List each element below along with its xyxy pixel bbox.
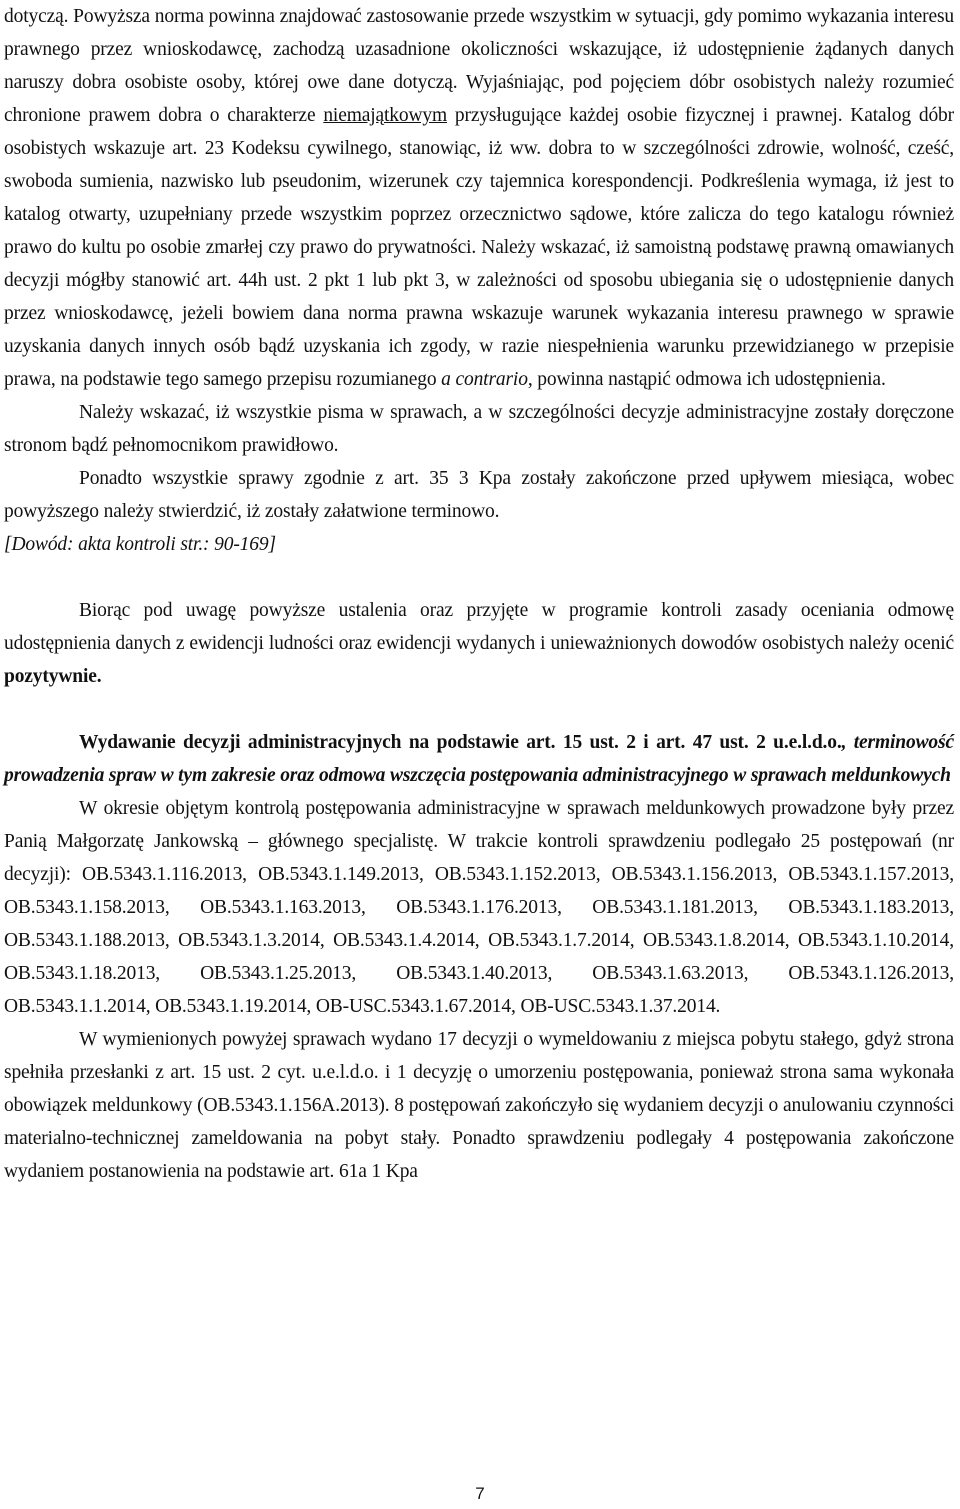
paragraph-assessment: Biorąc pod uwagę powyższe ustalenia oraz przyjęte w programie kontroli zasady oceniania odmowę udostępnienia danych z ewidencji ludności oraz ewidencji wydanych i unieważnionych dowodów osobistych należy ocenić pozytywnie. — [4, 600, 954, 687]
section-heading: Wydawanie decyzji administracyjnych na podstawie art. 15 ust. 2 i art. 47 ust. 2 u.e.l.d.o., terminowość prowadzenia spraw w tym zakresie oraz odmowa wszczęcia postępowania administracyjnego w sprawach meldunkowych — [4, 732, 954, 786]
page-number: 7 — [475, 1484, 485, 1503]
evidence-reference: [Dowód: akta kontroli str.: 90-169] — [4, 534, 276, 555]
paragraph-proceedings-list: W okresie objętym kontrolą postępowania administracyjne w sprawach meldunkowych prowadzone były przez Panią Małgorzatę Jankowską – głównego specjalistę. W trakcie kontroli sprawdzeniu podlegało 25 postępowań (nr decyzji): OB.5343.1.116.2013, OB.5343.1.149.2013, OB.5343.1.152.2013, OB.5343.1.156.2013, OB.5343.1.157.2013, OB.5343.1.158.2013, OB.5343.1.163.2013, OB.5343.1.176.2013, OB.5343.1.181.2013, OB.5343.1.183.2013, OB.5343.1.188.2013, OB.5343.1.3.2014, OB.5343.1.4.2014, OB.5343.1.7.2014, OB.5343.1.8.2014, OB.5343.1.10.2014, OB.5343.1.18.2013, OB.5343.1.25.2013, OB.5343.1.40.2013, OB.5343.1.63.2013, OB.5343.1.126.2013, OB.5343.1.1.2014, OB.5343.1.19.2014, OB-USC.5343.1.67.2014, OB-USC.5343.1.37.2014. — [4, 798, 954, 1017]
paragraph-timeliness: Ponadto wszystkie sprawy zgodnie z art. 35 3 Kpa zostały zakończone przed upływem miesiąca, wobec powyższego należy stwierdzić, iż zostały załatwione terminowo. — [4, 468, 954, 522]
assessment-result: pozytywnie. — [4, 666, 102, 687]
paragraph-decisions: W wymienionych powyżej sprawach wydano 17 decyzji o wymeldowaniu z miejsca pobytu stałego, gdyż strona spełniła przesłanki z art. 15 ust. 2 cyt. u.e.l.d.o. i 1 decyzję o umorzeniu postępowania, ponieważ strona sama wykonała obowiązek meldunkowy (OB.5343.1.156A.2013). 8 postępowań zakończyło się wydaniem decyzji o anulowaniu czynności materialno-technicznej zameldowania na pobyt stały. Ponadto sprawdzeniu podlegały 4 postępowania zakończone wydaniem postanowienia na podstawie art. 61a 1 Kpa — [4, 1029, 954, 1182]
document-page — [4, 0, 954, 1188]
latin-term: a contrario — [441, 369, 528, 390]
paragraph-personal-rights: dotyczą. Powyższa norma powinna znajdować zastosowanie przede wszystkim w sytuacji, gdy pomimo wykazania interesu prawnego przez wnioskodawcę, zachodzą uzasadnione okoliczności wskazujące, iż udostępnienie żądanych danych naruszy dobra osobiste osoby, której owe dane dotyczą. Wyjaśniając, pod pojęciem dóbr osobistych należy rozumieć chronione prawem dobra o charakterze niemajątkowym przysługujące każdej osobie fizycznej i prawnej. Katalog dóbr osobistych wskazuje art. 23 Kodeksu cywilnego, stanowiąc, iż ww. dobra to w szczególności zdrowie, wolność, cześć, swoboda sumienia, nazwisko lub pseudonim, wizerunek czy tajemnica korespondencji. Podkreślenia wymaga, iż jest to katalog otwarty, uzupełniany przede wszystkim poprzez orzecznictwo sądowe, które zalicza do tego katalogu również prawo do kultu po osobie zmarłej czy prawo do prywatności. Należy wskazać, iż samoistną podstawę prawną omawianych decyzji mógłby stanowić art. 44h ust. 2 pkt 1 lub pkt 3, w zależności od sposobu ubiegania się o udostępnienie danych przez wnioskodawcę, jeżeli bowiem dana norma prawna wskazuje warunek wykazania interesu prawnego w sprawie uzyskania danych innych osób bądź uzyskania ich zgody, w razie niespełnienia warunku przewidzianego w przepisie prawa, na podstawie tego samego przepisu rozumianego a contrario, powinna nastąpić odmowa ich udostępnienia. — [4, 6, 954, 390]
paragraph-delivery: Należy wskazać, iż wszystkie pisma w sprawach, a w szczególności decyzje administracyjne zostały doręczone stronom bądź pełnomocnikom prawidłowo. — [4, 402, 954, 456]
underlined-term: niemajątkowym — [323, 105, 448, 126]
